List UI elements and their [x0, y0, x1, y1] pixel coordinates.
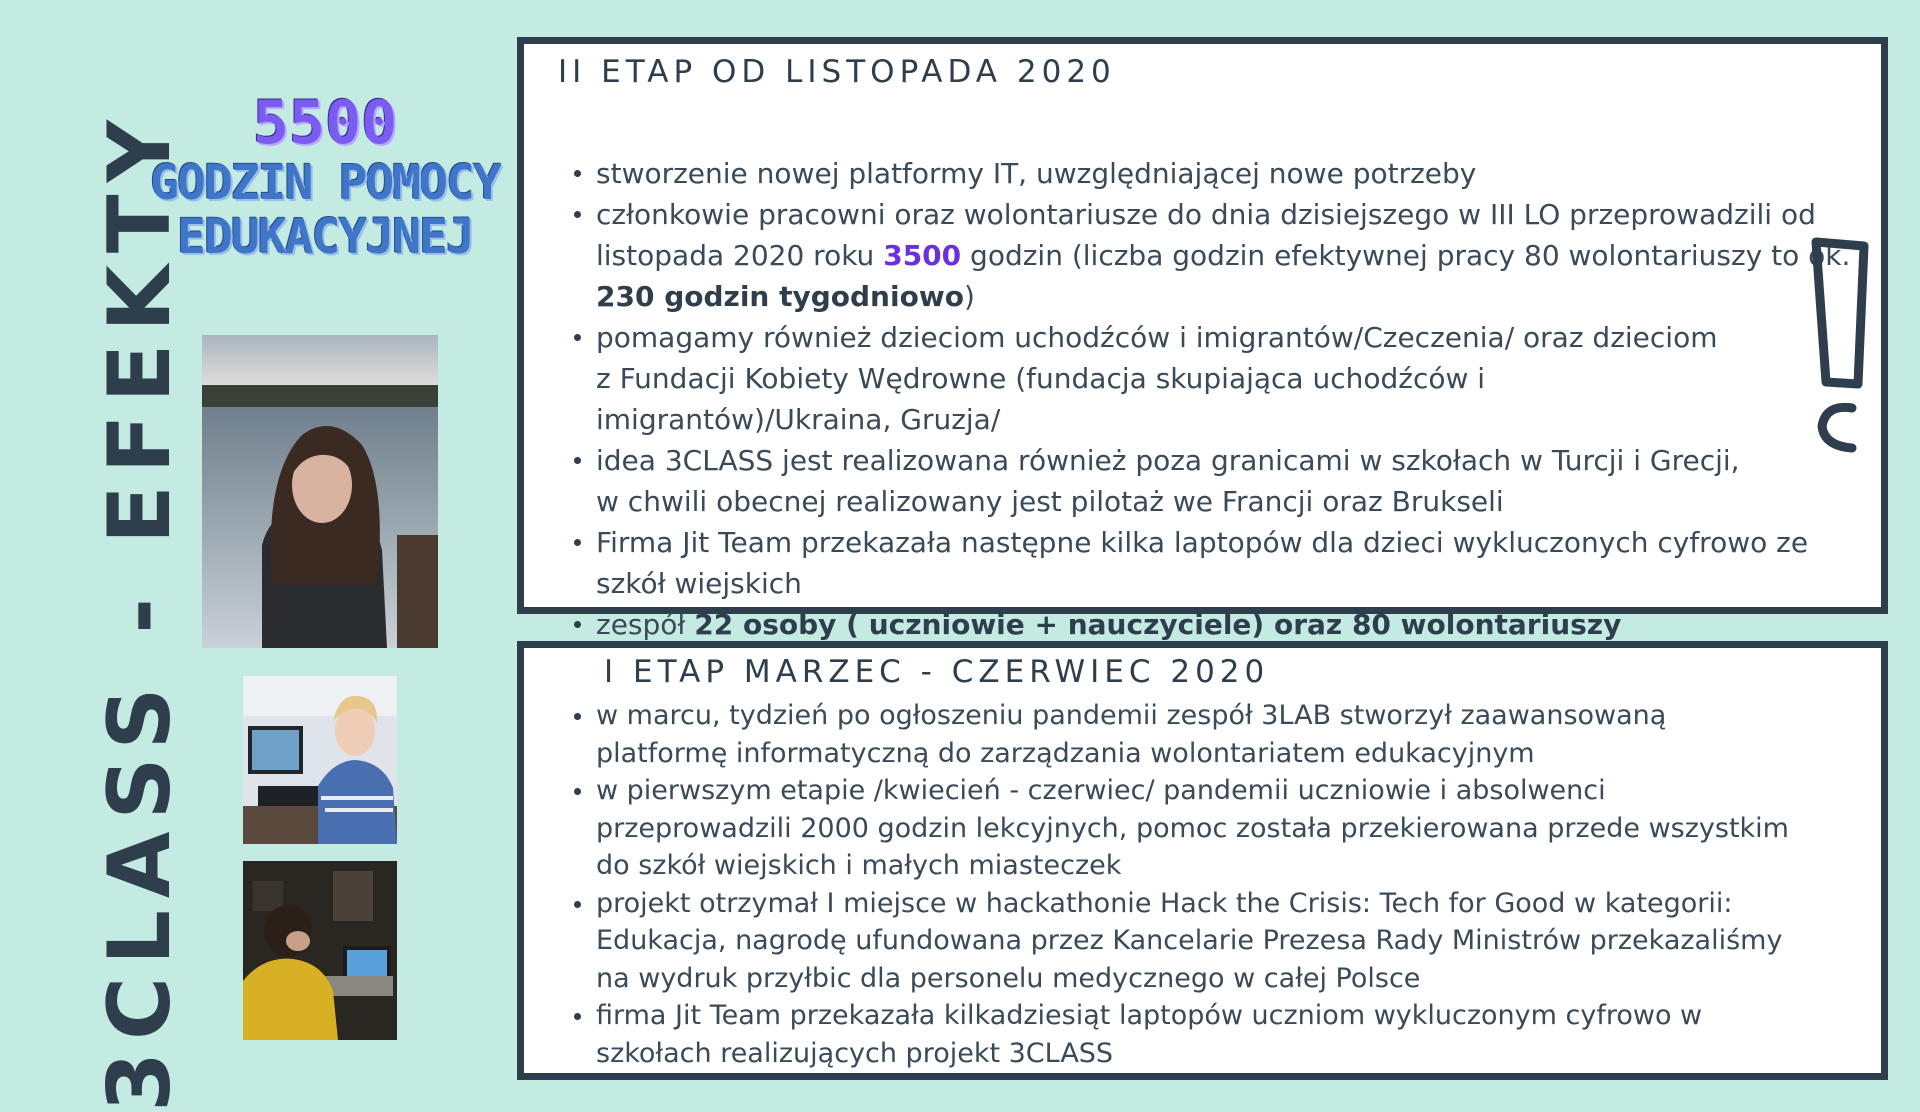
- list-item: stworzenie nowej platformy IT, uwzględniającej nowe potrzeby: [596, 153, 1851, 194]
- photo-girl-by-sea: [202, 335, 438, 648]
- stage-2-list: [524, 153, 1881, 645]
- photo-student-at-laptop: [243, 861, 397, 1040]
- list-item: Firma Jit Team przekazała następne kilka laptopów dla dzieci wykluczonych cyfrowo ze szkół wiejskich: [596, 522, 1851, 604]
- stage-1-list: [524, 697, 1881, 1072]
- list-item: członkowie pracowni oraz wolontariusze do dnia dzisiejszego w III LO przeprowadzili od listopada 2020 roku 3500 godzin (liczba godzin efektywnej pracy 80 wolontariuszy to ok. 230 godzin tygodniowo): [596, 194, 1851, 317]
- list-item: projekt otrzymał I miejsce w hackathonie Hack the Crisis: Tech for Good w kategorii: Edukacja, nagrodę ufundowana przez Kancelarie Prezesa Rady Ministrów przekazaliśmy na wydruk przyłbic dla personelu medycznego w całej Polsce: [596, 885, 1801, 998]
- stage-2-panel: [517, 37, 1888, 641]
- stat-number: 5500: [252, 88, 398, 158]
- weekly-hours-bold: 230 godzin tygodniowo: [596, 280, 964, 313]
- vertical-title: 3CLASS - EFEKTY: [90, 108, 190, 1112]
- photo-boy-at-computer: [243, 676, 397, 844]
- exclamation-icon: [1808, 236, 1872, 456]
- list-item: w pierwszym etapie /kwiecień - czerwiec/ pandemii uczniowie i absolwenci przeprowadzili 2000 godzin lekcyjnych, pomoc została przekierowana przede wszystkim do szkół wiejskich i małych miasteczek: [596, 772, 1801, 885]
- list-item: firma Jit Team przekazała kilkadziesiąt laptopów uczniom wykluczonym cyfrowo w szkołach realizujących projekt 3CLASS: [596, 997, 1801, 1072]
- team-size-bold: 22 osoby ( uczniowie + nauczyciele) oraz 80 wolontariuszy: [694, 608, 1622, 641]
- hours-stat: [150, 90, 500, 265]
- stat-line-2: EDUKACYJNEJ: [177, 208, 473, 265]
- stat-line-1: GODZIN POMOCY: [150, 155, 500, 212]
- stage-1-heading: I ETAP MARZEC - CZERWIEC 2020: [604, 654, 1270, 690]
- list-item: idea 3CLASS jest realizowana również poza granicami w szkołach w Turcji i Grecji, w chwili obecnej realizowany jest pilotaż we Francji oraz Brukseli: [596, 440, 1851, 522]
- hours-highlight: 3500: [883, 239, 962, 272]
- stage-1-panel: [517, 641, 1888, 1080]
- list-item: zespół 22 osoby ( uczniowie + nauczyciele) oraz 80 wolontariuszy: [596, 604, 1851, 645]
- list-item: w marcu, tydzień po ogłoszeniu pandemii zespół 3LAB stworzył zaawansowaną platformę informatyczną do zarządzania wolontariatem edukacyjnym: [596, 697, 1801, 772]
- stage-2-heading: II ETAP OD LISTOPADA 2020: [558, 54, 1116, 90]
- list-item: pomagamy również dzieciom uchodźców i imigrantów/Czeczenia/ oraz dzieciom z Fundacji Kobiety Wędrowne (fundacja skupiająca uchodźców i imigrantów)/Ukraina, Gruzja/: [596, 317, 1851, 440]
